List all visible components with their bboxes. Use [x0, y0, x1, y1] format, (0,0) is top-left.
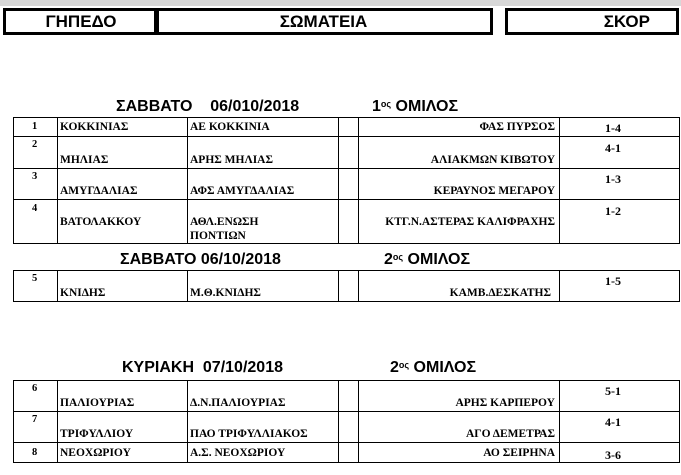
header-score-label: ΣΚΟΡ	[603, 11, 650, 31]
section-day: ΚΥΡΙΑΚΗ	[122, 359, 195, 376]
section-day: ΣΑΒΒΑΤΟ	[120, 251, 197, 268]
match-score: 4-1	[605, 415, 621, 429]
match-home: ΠΑΟ ΤΡΙΦΥΛΛΙΑΚΟΣ	[190, 428, 308, 440]
match-score: 3-6	[605, 448, 621, 462]
section-day: ΣΑΒΒΑΤΟ	[116, 98, 193, 115]
match-home: Δ.Ν.ΠΑΛΙΟΥΡΙΑΣ	[190, 397, 286, 409]
match-stadium: ΑΜΥΓΔΑΛΙΑΣ	[60, 185, 138, 197]
match-home: ΑΦΣ ΑΜΥΓΔΑΛΙΑΣ	[190, 185, 295, 197]
match-score: 1-2	[605, 204, 621, 218]
header-clubs-label: ΣΩΜΑΤΕΙΑ	[279, 11, 368, 31]
group-title	[390, 359, 476, 377]
match-stadium: ΚΝΙΔΗΣ	[60, 287, 106, 299]
section-title	[116, 98, 299, 116]
match-away: ΑΛΙΑΚΜΩΝ ΚΙΒΩΤΟΥ	[430, 154, 555, 166]
matches-table	[13, 380, 680, 463]
match-number: 8	[32, 447, 38, 458]
match-home-line2: ΠΟΝΤΙΩΝ	[190, 230, 246, 242]
match-home: ΑΡΗΣ ΜΗΛΙΑΣ	[190, 154, 274, 166]
group-title	[372, 98, 458, 116]
match-score: 1-3	[605, 172, 621, 186]
match-number: 1	[32, 121, 38, 132]
section-date: 06/010/2018	[210, 98, 300, 115]
match-stadium: ΤΡΙΦΥΛΛΙΟΥ	[60, 428, 134, 440]
table-row	[13, 443, 680, 463]
group-number: 2	[384, 251, 393, 268]
match-home: Α.Σ. ΝΕΟΧΩΡΙΟΥ	[190, 447, 286, 459]
group-ordinal: ος	[380, 99, 392, 109]
header-clubs-box	[154, 8, 493, 35]
match-score: 1-5	[605, 274, 621, 288]
match-score: 4-1	[605, 141, 621, 155]
group-number: 1	[372, 98, 381, 115]
match-away: ΑΓΟ ΔΕΜΕΤΡΑΣ	[465, 428, 555, 440]
table-row	[13, 381, 680, 412]
section-date: 06/10/2018	[200, 251, 281, 268]
match-stadium: ΒΑΤΟΛΑΚΚΟΥ	[60, 216, 142, 228]
header-stadium-label: ΓΗΠΕΔΟ	[45, 11, 117, 31]
match-away: ΚΤΓ.Ν.ΑΣΤΕΡΑΣ ΚΑΛΙΦΡΑΧΗΣ	[385, 216, 555, 228]
table-row	[13, 271, 680, 302]
match-away: ΑΡΗΣ ΚΑΡΠΕΡΟΥ	[455, 397, 555, 409]
table-row	[13, 200, 680, 244]
match-score: 5-1	[605, 384, 621, 398]
match-stadium: ΝΕΟΧΩΡΙΟΥ	[60, 447, 131, 459]
match-stadium: ΠΑΛΙΟΥΡΙΑΣ	[60, 397, 135, 409]
header-stadium-box	[3, 8, 159, 35]
table-row	[13, 118, 680, 137]
table-row	[13, 169, 680, 200]
match-home: ΑΘΛ.ΕΝΩΣΗ	[190, 216, 259, 228]
matches-table	[13, 117, 680, 244]
group-word: ΟΜΙΛΟΣ	[407, 251, 471, 268]
match-away: ΦΑΣ ΠΥΡΣΟΣ	[479, 121, 555, 133]
match-number: 7	[32, 414, 38, 425]
match-number: 3	[32, 171, 38, 182]
table-row	[13, 137, 680, 169]
group-title	[384, 251, 470, 269]
match-number: 4	[32, 203, 38, 214]
group-ordinal: ος	[398, 360, 410, 370]
group-number: 2	[390, 359, 399, 376]
top-band	[0, 0, 681, 6]
match-home: ΑΕ ΚΟΚΚΙΝΙΑ	[190, 121, 270, 133]
group-word: ΟΜΙΛΟΣ	[413, 359, 477, 376]
header-score-box	[505, 8, 679, 35]
matches-table	[13, 270, 680, 302]
section-date: 07/10/2018	[202, 359, 283, 376]
match-home: Μ.Θ.ΚΝΙΔΗΣ	[190, 287, 261, 299]
match-stadium: ΚΟΚΚΙΝΙΑΣ	[60, 121, 129, 133]
section-title	[120, 251, 281, 269]
match-score: 1-4	[605, 121, 621, 135]
group-ordinal: ος	[392, 252, 404, 262]
match-number: 5	[32, 273, 38, 284]
match-away: ΚΑΜΒ.ΔΕΣΚΑΤΗΣ	[449, 287, 551, 299]
match-stadium: ΜΗΛΙΑΣ	[60, 154, 109, 166]
table-row	[13, 412, 680, 443]
match-number: 2	[32, 139, 38, 150]
match-away: ΑΟ ΣΕΙΡΗΝΑ	[483, 447, 555, 459]
section-title	[122, 359, 283, 377]
match-away: ΚΕΡΑΥΝΟΣ ΜΕΓΑΡΟΥ	[433, 185, 555, 197]
match-number: 6	[32, 383, 38, 394]
group-word: ΟΜΙΛΟΣ	[395, 98, 459, 115]
